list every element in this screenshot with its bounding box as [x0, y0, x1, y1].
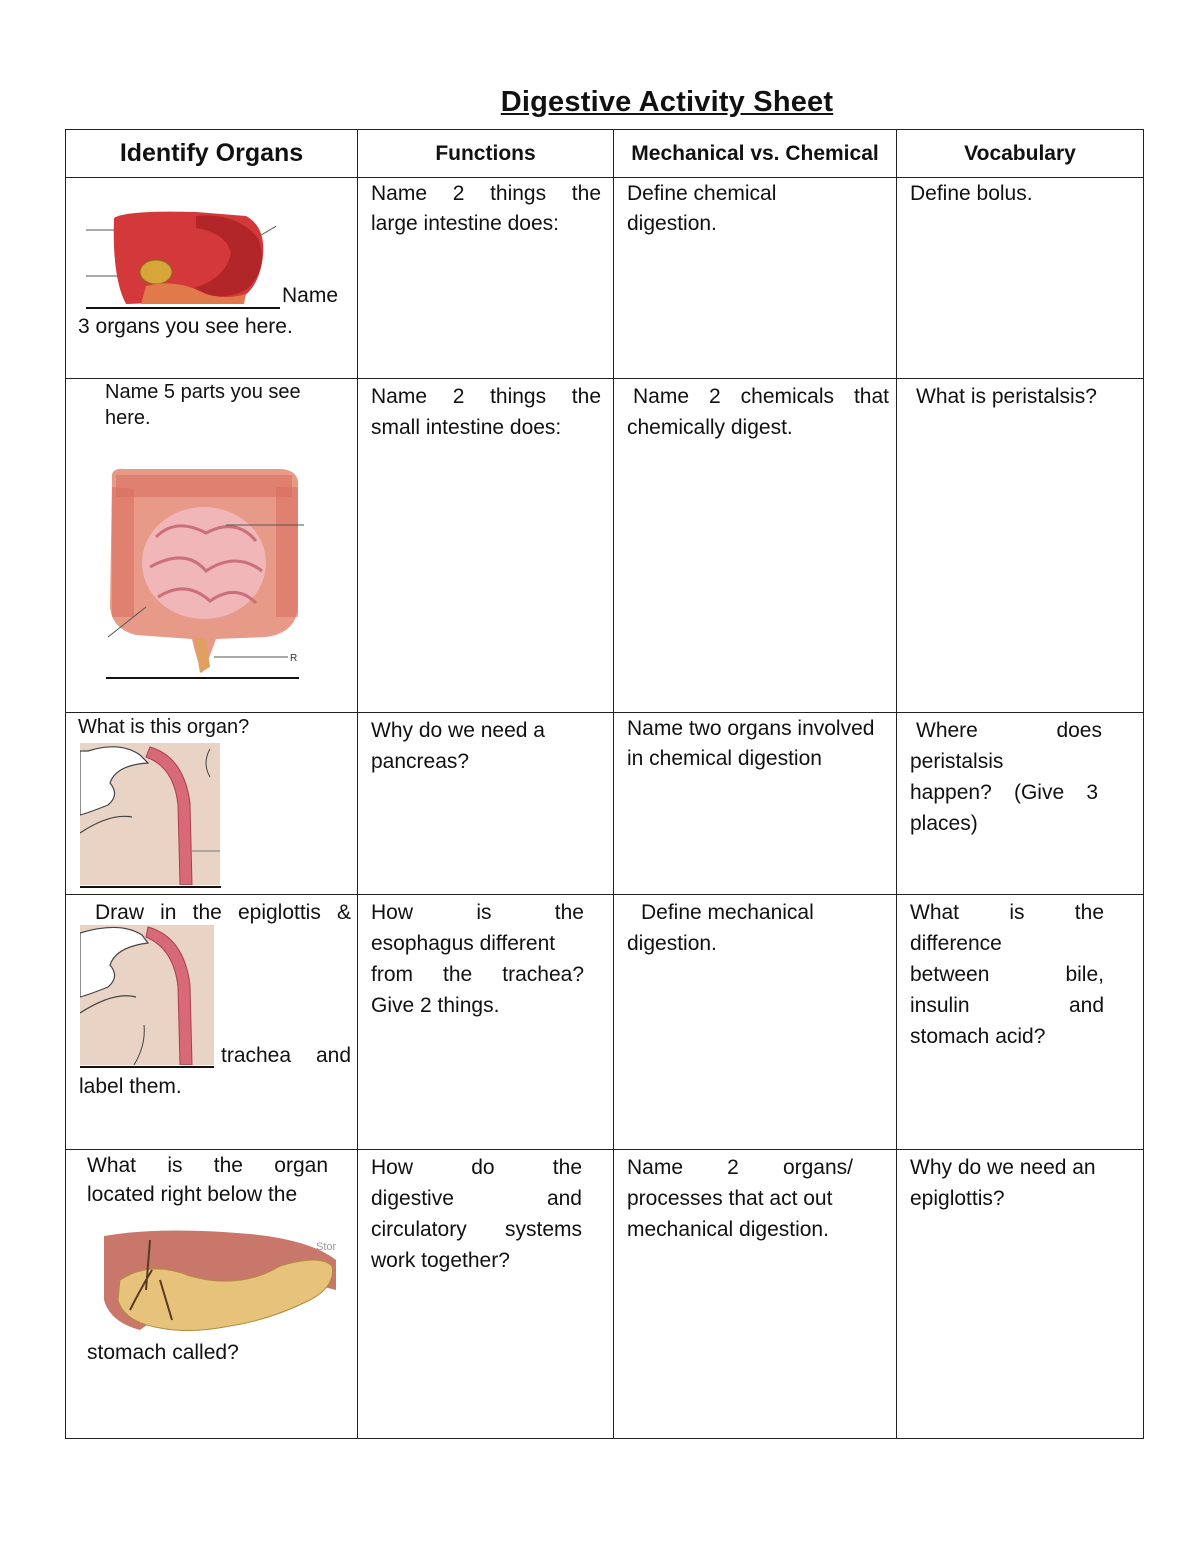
vocab-text: happen? (Give 3 [910, 781, 1098, 804]
organ-text: stomach called? [87, 1341, 239, 1364]
header-functions: Functions [358, 130, 614, 178]
answer-blank[interactable] [106, 677, 299, 679]
mech-cell-4 [614, 895, 897, 1150]
answer-blank[interactable] [80, 1066, 214, 1068]
organ-text: What is this organ? [78, 716, 250, 738]
liver-stomach-image [86, 208, 276, 308]
function-cell-5 [358, 1150, 614, 1439]
vocab-cell-4 [897, 895, 1144, 1150]
mech-text: Name two organs involved [627, 717, 875, 740]
function-text: large intestine does: [371, 212, 559, 235]
organ-text: trachea and [221, 1044, 351, 1067]
organ-text: What is the organ [87, 1154, 328, 1177]
organ-text: Draw in the epiglottis & [95, 901, 351, 924]
function-text: digestive and [371, 1187, 582, 1210]
mech-cell-1 [614, 178, 897, 379]
vocab-text: What is the [910, 901, 1104, 924]
vocab-text: between bile, [910, 963, 1104, 986]
function-text: from the trachea? [371, 963, 584, 986]
vocab-cell-3 [897, 713, 1144, 895]
vocab-cell-1 [897, 178, 1144, 379]
organ-text: 3 organs you see here. [78, 315, 293, 338]
pancreas-image-label: Stor [316, 1241, 337, 1253]
table-row [66, 713, 1144, 895]
vocab-text: Why do we need an [910, 1156, 1096, 1179]
mech-text: Name 2 organs/ [627, 1156, 853, 1179]
activity-table [65, 129, 1144, 1439]
table-row [66, 895, 1144, 1150]
mech-cell-3 [614, 713, 897, 895]
vocab-text: insulin and [910, 994, 1104, 1017]
mech-text: in chemical digestion [627, 747, 822, 770]
organ-cell-5 [66, 1150, 358, 1439]
mech-text: mechanical digestion. [627, 1218, 829, 1241]
vocab-text: places) [910, 812, 978, 835]
vocab-text: What is peristalsis? [916, 385, 1097, 408]
vocab-text: difference [910, 932, 1002, 955]
mech-text: Define chemical [627, 182, 777, 205]
header-identify-organs: Identify Organs [66, 130, 358, 178]
function-text: How do the [371, 1156, 582, 1179]
organ-text: label them. [79, 1075, 182, 1098]
vocab-cell-5 [897, 1150, 1144, 1439]
mech-text: Define mechanical [641, 901, 814, 924]
function-text: small intestine does: [371, 416, 562, 439]
function-cell-4 [358, 895, 614, 1150]
function-text: esophagus different [371, 932, 556, 955]
header-mechanical-vs-chemical: Mechanical vs. Chemical [614, 130, 897, 178]
function-text: work together? [371, 1249, 510, 1272]
mech-text: processes that act out [627, 1187, 833, 1210]
function-text: How is the [371, 901, 584, 924]
function-text: circulatory systems [371, 1218, 582, 1241]
esophagus-image [80, 743, 220, 885]
organ-cell-4 [66, 895, 358, 1150]
page-title: Digestive Activity Sheet [500, 86, 834, 118]
intestine-label-letter: R [290, 653, 298, 664]
mech-cell-5 [614, 1150, 897, 1439]
organ-cell-2 [66, 379, 358, 713]
header-row [66, 130, 1144, 178]
mech-text: chemically digest. [627, 416, 793, 439]
mech-text: digestion. [627, 212, 717, 235]
function-cell-2 [358, 379, 614, 713]
table-row [66, 1150, 1144, 1439]
mech-text: digestion. [627, 932, 717, 955]
function-text: Why do we need a [371, 719, 545, 742]
organ-cell-3 [66, 713, 358, 895]
function-text: Name 2 things the [371, 385, 601, 408]
answer-blank[interactable] [80, 886, 221, 888]
organ-cell-1 [66, 178, 358, 379]
function-text: pancreas? [371, 750, 470, 773]
table-row [66, 379, 1144, 713]
intestines-image [106, 467, 306, 677]
epiglottis-drawing-image [80, 925, 214, 1065]
function-text: Name 2 things the [371, 182, 601, 205]
header-vocabulary: Vocabulary [897, 130, 1144, 178]
table-row [66, 178, 1144, 379]
vocab-text: Define bolus. [910, 182, 1033, 205]
mech-text: Name 2 chemicals that [633, 385, 889, 408]
function-text: Give 2 things. [371, 994, 500, 1017]
vocab-text: stomach acid? [910, 1025, 1046, 1048]
answer-blank[interactable] [86, 307, 280, 309]
organ-text: Name [282, 284, 339, 307]
function-cell-3 [358, 713, 614, 895]
mech-cell-2 [614, 379, 897, 713]
vocab-text: peristalsis [910, 750, 1004, 773]
organ-text: Name 5 parts you see [105, 381, 301, 403]
organ-text: here. [105, 407, 151, 429]
vocab-text: epiglottis? [910, 1187, 1005, 1210]
pancreas-image [100, 1230, 340, 1340]
function-cell-1 [358, 178, 614, 379]
vocab-cell-2 [897, 379, 1144, 713]
organ-text: located right below the [87, 1183, 298, 1206]
vocab-text: Where does [916, 719, 1102, 742]
